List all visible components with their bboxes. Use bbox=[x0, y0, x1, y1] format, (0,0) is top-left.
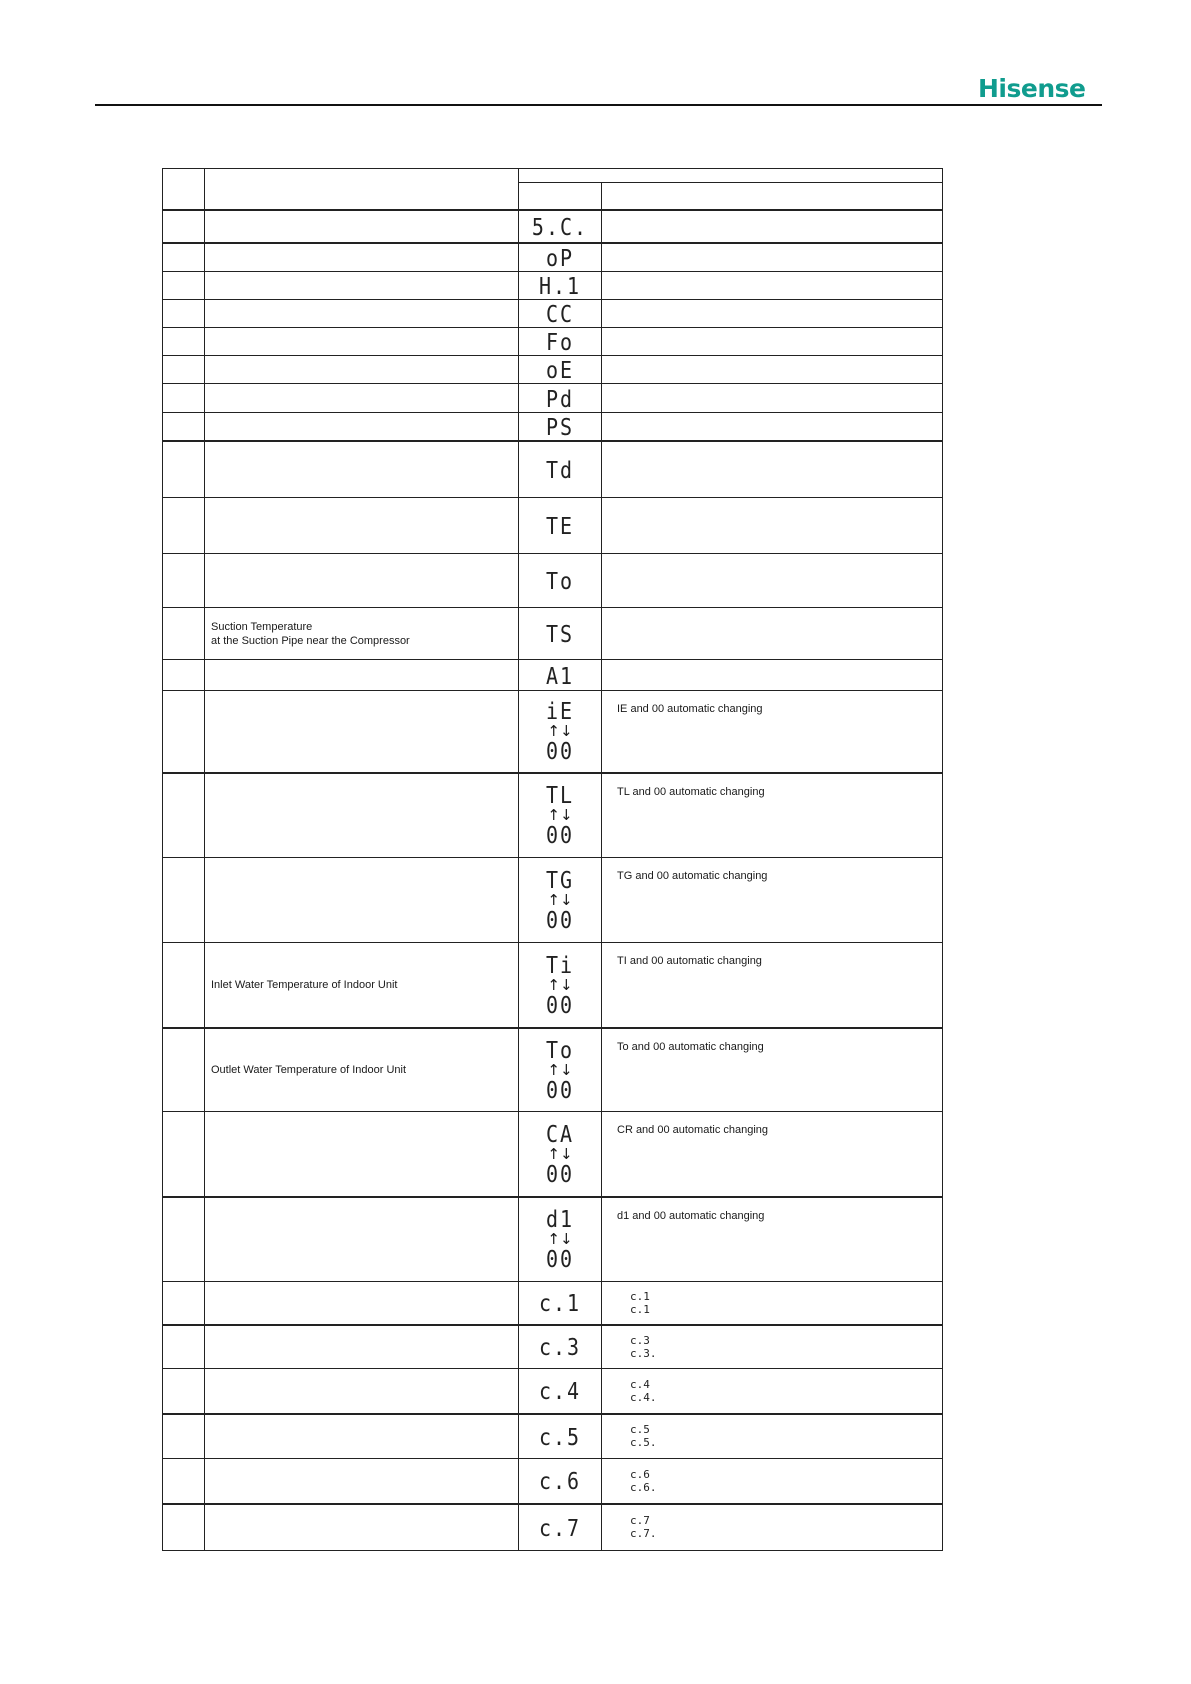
swap-arrows-icon: ↑↓ bbox=[547, 806, 573, 825]
segment-code: oP bbox=[519, 240, 602, 273]
segment-code: Td bbox=[519, 436, 602, 502]
alternating-code: TL ↑↓ 00 bbox=[519, 773, 602, 858]
alternating-code: d1 ↑↓ 00 bbox=[519, 1197, 602, 1282]
swap-arrows-icon: ↑↓ bbox=[547, 975, 573, 994]
header-cell-display bbox=[519, 169, 943, 183]
segment-code: A1 bbox=[519, 657, 602, 693]
segment-code: c.5 bbox=[519, 1410, 602, 1462]
remark: TG and 00 automatic changing bbox=[602, 858, 943, 943]
segment-code: H.1 bbox=[519, 269, 602, 301]
remark: CR and 00 automatic changing bbox=[602, 1112, 943, 1197]
item-description: Inlet Water Temperature of Indoor Unit bbox=[205, 943, 519, 1028]
swap-arrows-icon: ↑↓ bbox=[547, 891, 573, 909]
hisense-logo: Hisense bbox=[978, 74, 1086, 103]
segment-code: c.1 bbox=[519, 1278, 602, 1327]
remark: c.6 c.6. bbox=[602, 1459, 943, 1504]
item-description: Outlet Water Temperature of Indoor Unit bbox=[205, 1028, 519, 1112]
remark: TI and 00 automatic changing bbox=[602, 943, 943, 1028]
segment-code: Fo bbox=[519, 325, 602, 357]
swap-arrows-icon: ↑↓ bbox=[547, 1060, 573, 1079]
item-description: Suction Temperature at the Suction Pipe near the Compressor bbox=[205, 608, 519, 660]
swap-arrows-icon: ↑↓ bbox=[547, 1230, 573, 1249]
remark: c.3 c.3. bbox=[602, 1325, 943, 1369]
header-rule bbox=[95, 104, 1102, 106]
remark: TL and 00 automatic changing bbox=[602, 773, 943, 858]
header-cell-no bbox=[163, 169, 205, 210]
header-cell-code bbox=[519, 183, 602, 210]
segment-code: c.6 bbox=[519, 1455, 602, 1507]
remark: c.7 c.7. bbox=[602, 1504, 943, 1551]
header-cell-remark bbox=[602, 183, 943, 210]
display-code-table bbox=[162, 168, 943, 1551]
swap-arrows-icon: ↑↓ bbox=[547, 1144, 573, 1163]
alternating-code: TG ↑↓ 00 bbox=[519, 858, 602, 943]
segment-code: Pd bbox=[519, 381, 602, 414]
remark: IE and 00 automatic changing bbox=[602, 691, 943, 773]
segment-code: CC bbox=[519, 297, 602, 329]
remark: c.4 c.4. bbox=[602, 1369, 943, 1414]
swap-arrows-icon: ↑↓ bbox=[547, 722, 573, 741]
header-cell-item bbox=[205, 169, 519, 210]
alternating-code: Ti ↑↓ 00 bbox=[519, 943, 602, 1028]
segment-code: To bbox=[519, 549, 602, 611]
segment-code: c.3 bbox=[519, 1321, 602, 1372]
remark: d1 and 00 automatic changing bbox=[602, 1197, 943, 1282]
alternating-code: CA ↑↓ 00 bbox=[519, 1112, 602, 1197]
segment-code: oE bbox=[519, 353, 602, 385]
alternating-code: iE ↑↓ 00 bbox=[519, 691, 602, 773]
segment-code: 5.C. bbox=[519, 207, 602, 245]
remark: c.1 c.1 bbox=[602, 1282, 943, 1325]
segment-code: c.7 bbox=[519, 1500, 602, 1554]
alternating-code: To ↑↓ 00 bbox=[519, 1028, 602, 1112]
segment-code: c.4 bbox=[519, 1365, 602, 1417]
segment-code: TE bbox=[519, 493, 602, 557]
remark: c.5 c.5. bbox=[602, 1414, 943, 1459]
segment-code: TS bbox=[519, 604, 602, 664]
remark: To and 00 automatic changing bbox=[602, 1028, 943, 1112]
segment-code: PS bbox=[519, 410, 602, 442]
